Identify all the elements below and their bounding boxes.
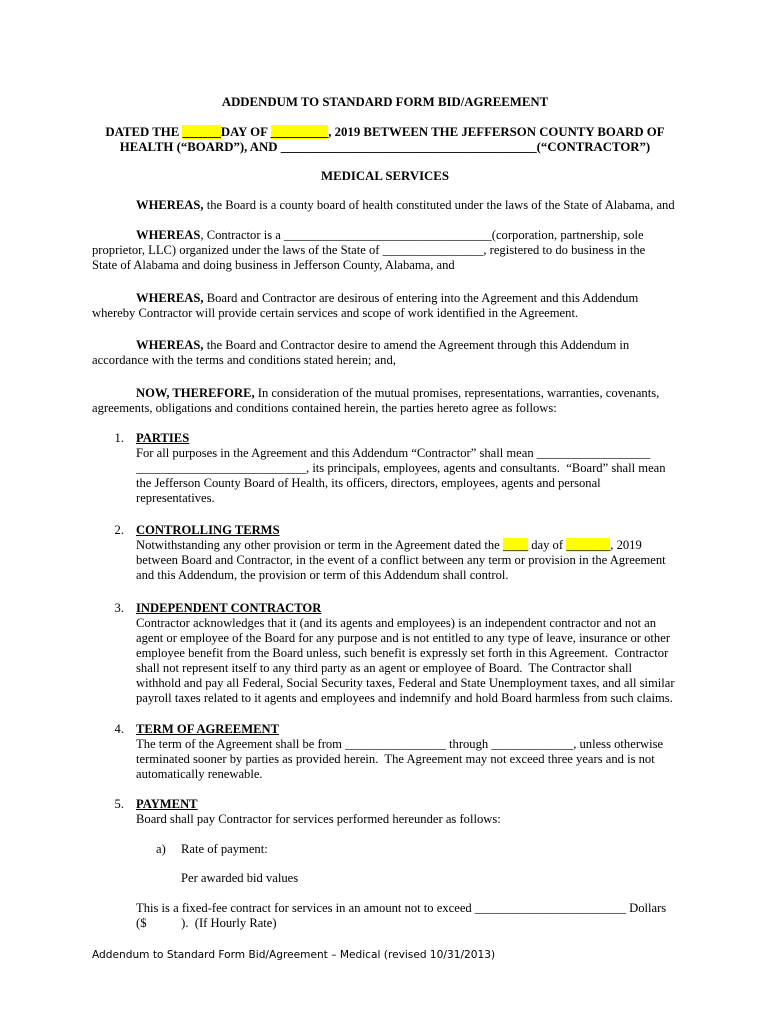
item-1-line-4: representatives. (136, 491, 215, 505)
month-blank[interactable]: _________ (270, 125, 329, 139)
item-3-line-6: payroll taxes related to it agents and employees and indemnify and hold Board harmless from such claims. (136, 691, 673, 705)
item-1-line-2: ___________________________, its principals, employees, agents and consultants. “Board” shall mean (136, 461, 666, 475)
item-4-line-2: terminated sooner by parties as provided herein. The Agreement may not exceed three years and is not (136, 752, 655, 766)
item-5-heading: PAYMENT (136, 797, 198, 811)
rate-value: Per awarded bid values (181, 871, 299, 885)
item-2-line-2: between Board and Contractor, in the event of a conflict between any term or provision in the Agreement (136, 553, 666, 567)
item-5-sub-label: a) (156, 842, 166, 856)
item-2-line-1: Notwithstanding any other provision or term in the Agreement dated the ____ day of _______, 2019 (136, 538, 642, 552)
whereas-2-line-3: State of Alabama and doing business in Jefferson County, Alabama, and (92, 258, 455, 272)
item-3-line-2: agent or employee of the Board for any purpose and is not entitled to any type of leave, insurance or other (136, 631, 671, 645)
whereas-2-line-1: WHEREAS, Contractor is a _________________________________(corporation, partnership, sole (136, 228, 644, 242)
whereas-4-line-2: accordance with the terms and conditions stated herein; and, (92, 353, 396, 367)
fixed-fee-line-1: This is a fixed-fee contract for services in an amount not to exceed ________________________ Dollars (136, 901, 667, 915)
item-3-line-5: withhold and pay all Federal, Social Security taxes, Federal and State Unemployment taxes, and all similar (136, 676, 675, 690)
agreement-day-blank[interactable]: ____ (502, 538, 529, 552)
dated-line-1: DATED THE ______DAY OF _________, 2019 BETWEEN THE JEFFERSON COUNTY BOARD OF (105, 125, 665, 139)
whereas-2-line-2: proprietor, LLC) organized under the laws of the State of ________________, registered to do business in the (92, 243, 646, 257)
item-4-heading: TERM OF AGREEMENT (136, 722, 279, 736)
fixed-fee-line-2: ($ ). (If Hourly Rate) (136, 916, 277, 930)
item-2-line-3: and this Addendum, the provision or term of this Addendum shall control. (136, 568, 509, 582)
now-therefore-line-1: NOW, THEREFORE, In consideration of the mutual promises, representations, warranties, covenants, (136, 386, 660, 400)
item-1-line-1: For all purposes in the Agreement and this Addendum “Contractor” shall mean __________________ (136, 446, 651, 460)
item-1-heading: PARTIES (136, 431, 190, 445)
item-3-line-4: shall not represent itself to any third party as an agent or employee of Board. The Contractor shall (136, 661, 633, 675)
rate-of-payment-label: Rate of payment: (181, 842, 268, 856)
item-3-line-3: employee benefit from the Board unless, such benefit is expressly set forth in this Agreement. Contractor (136, 646, 669, 660)
whereas-3-line-2: whereby Contractor will provide certain services and scope of work identified in the Agreement. (92, 306, 579, 320)
item-2-heading: CONTROLLING TERMS (136, 523, 280, 537)
item-2-number: 2. (114, 523, 124, 537)
whereas-3-line-1: WHEREAS, Board and Contractor are desirous of entering into the Agreement and this Addendum (136, 291, 639, 305)
document-title: ADDENDUM TO STANDARD FORM BID/AGREEMENT (221, 95, 549, 109)
agreement-month-blank[interactable]: _______ (566, 538, 611, 552)
item-4-number: 4. (114, 722, 124, 736)
item-1-number: 1. (114, 431, 124, 445)
day-blank[interactable]: ______ (182, 125, 221, 139)
item-4-line-3: automatically renewable. (136, 767, 263, 781)
item-1-line-3: the Jefferson County Board of Health, its officers, directors, employees, agents and personal (136, 476, 601, 490)
item-3-number: 3. (114, 601, 124, 615)
item-3-line-1: Contractor acknowledges that it (and its agents and employees) is an independent contractor and not an (136, 616, 657, 630)
item-5-line-1: Board shall pay Contractor for services performed hereunder as follows: (136, 812, 501, 826)
whereas-4-line-1: WHEREAS, the Board and Contractor desire to amend the Agreement through this Addendum in (136, 338, 630, 352)
now-therefore-line-2: agreements, obligations and conditions contained herein, the parties hereto agree as follows: (92, 401, 557, 415)
whereas-1: WHEREAS, the Board is a county board of health constituted under the laws of the State of Alabama, and (136, 198, 675, 212)
item-3-heading: INDEPENDENT CONTRACTOR (136, 601, 322, 615)
section-title: MEDICAL SERVICES (321, 169, 449, 183)
item-5-number: 5. (114, 797, 124, 811)
item-4-line-1: The term of the Agreement shall be from ________________ through _____________, unless otherwise (136, 737, 664, 751)
dated-line-2: HEALTH (“BOARD”), AND ________________________________________(“CONTRACTOR”) (119, 140, 651, 154)
page-footer: Addendum to Standard Form Bid/Agreement – Medical (revised 10/31/2013) (92, 949, 496, 961)
